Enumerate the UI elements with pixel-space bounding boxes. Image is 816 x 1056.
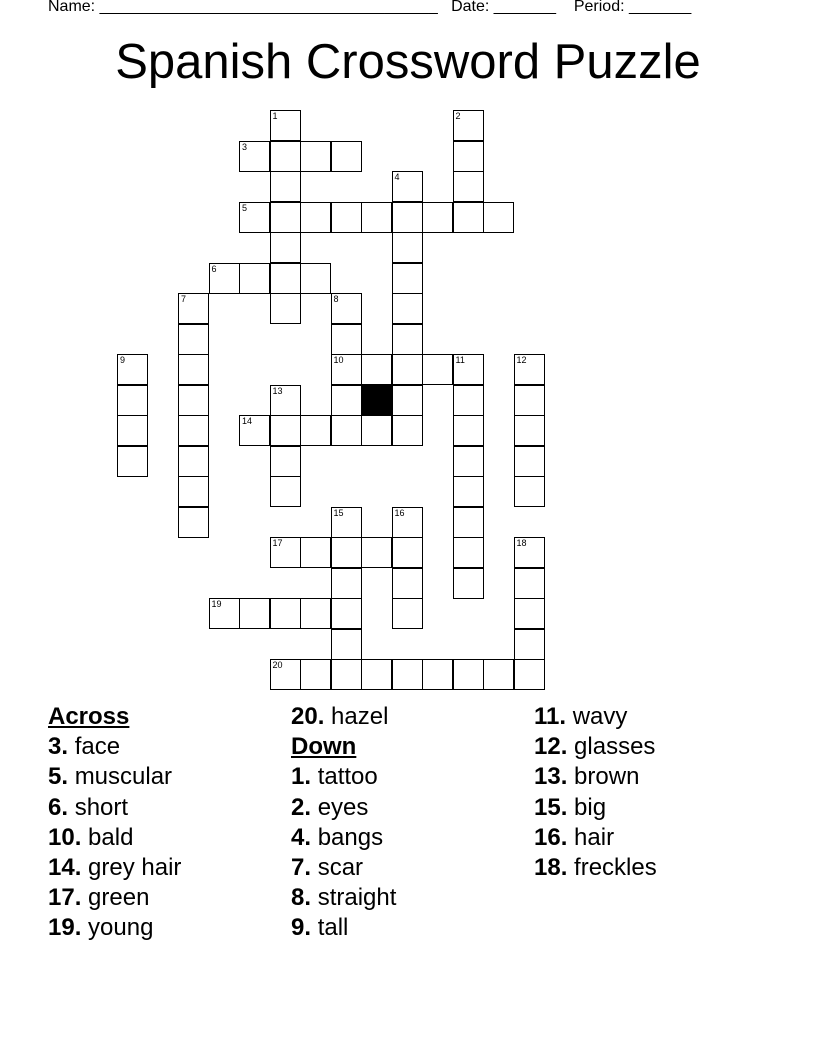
grid-cell[interactable] (514, 537, 545, 568)
grid-cell[interactable] (270, 232, 301, 263)
name-label: Name: (48, 0, 96, 15)
grid-cell[interactable] (209, 598, 240, 629)
grid-cell[interactable] (331, 568, 362, 599)
grid-cell[interactable] (300, 141, 331, 172)
clue-item (534, 702, 794, 732)
clue-item (534, 853, 794, 883)
grid-cell[interactable] (178, 293, 209, 324)
grid-cell[interactable] (331, 598, 362, 629)
cell-number: 12 (516, 355, 527, 365)
clue-text: green (88, 884, 150, 912)
grid-cell[interactable] (239, 202, 270, 233)
clue-text: face (74, 733, 121, 761)
grid-cell[interactable] (453, 507, 484, 538)
clue-item (48, 853, 278, 883)
clue-number: 9. (291, 914, 312, 942)
grid-cell[interactable] (392, 415, 423, 446)
grid-cell[interactable] (453, 171, 484, 202)
grid-cell[interactable] (392, 171, 423, 202)
grid-cell[interactable] (453, 568, 484, 599)
name-blank[interactable]: ______________________________________ (99, 0, 438, 15)
grid-cell[interactable] (392, 293, 423, 324)
clue-text: freckles (574, 854, 657, 882)
cell-number: 8 (333, 294, 339, 304)
cell-number: 3 (242, 141, 248, 152)
clue-item (291, 823, 521, 853)
grid-cell[interactable] (514, 659, 545, 690)
grid-cell[interactable] (209, 263, 240, 294)
grid-cell[interactable] (270, 446, 301, 477)
grid-cell[interactable] (422, 659, 453, 690)
grid-cell[interactable] (270, 171, 301, 202)
cell-number: 1 (272, 111, 278, 121)
clue-item (291, 883, 521, 913)
grid-cell[interactable] (514, 598, 545, 629)
grid-cell[interactable] (361, 537, 392, 568)
clue-column-2 (291, 702, 521, 944)
clue-number: 19. (48, 914, 82, 942)
date-blank[interactable]: _______ (493, 0, 557, 15)
clue-column-1 (48, 702, 278, 944)
grid-cell[interactable] (270, 415, 301, 446)
cell-number: 14 (242, 416, 253, 426)
clue-text: bangs (317, 823, 384, 851)
grid-cell[interactable] (514, 385, 545, 416)
grid-cell[interactable] (331, 202, 362, 233)
grid-cell[interactable] (392, 659, 423, 690)
clue-number: 14. (48, 854, 82, 882)
grid-cell[interactable] (270, 659, 301, 690)
period-blank[interactable]: _______ (629, 0, 692, 15)
grid-cell[interactable] (483, 202, 514, 233)
clue-item (48, 823, 278, 853)
grid-cell[interactable] (361, 354, 392, 385)
grid-cell[interactable] (331, 629, 362, 660)
grid-cell[interactable] (270, 385, 301, 416)
cell-number: 15 (333, 507, 344, 518)
grid-cell[interactable] (453, 354, 484, 385)
clue-number: 17. (48, 884, 82, 912)
grid-cell[interactable] (514, 415, 545, 446)
across-heading: Across (48, 703, 130, 730)
date-label: Date: (451, 0, 490, 15)
grid-cell[interactable] (514, 446, 545, 477)
grid-cell[interactable] (178, 354, 209, 385)
clue-text: hair (574, 823, 615, 851)
grid-cell[interactable] (514, 629, 545, 660)
clue-text: bald (88, 823, 134, 851)
grid-cell[interactable] (453, 659, 484, 690)
clue-number: 2. (291, 793, 312, 821)
clue-number: 18. (534, 854, 568, 882)
grid-cell[interactable] (392, 202, 423, 233)
grid-cell[interactable] (270, 293, 301, 324)
grid-cell[interactable] (453, 202, 484, 233)
cell-number: 5 (242, 202, 248, 213)
clue-number: 10. (48, 823, 82, 851)
clue-item (291, 913, 521, 943)
grid-cell[interactable] (331, 507, 362, 538)
grid-cell[interactable] (300, 537, 331, 568)
grid-cell[interactable] (392, 507, 423, 538)
grid-cell[interactable] (300, 598, 331, 629)
clue-item (48, 913, 278, 943)
grid-cell[interactable] (453, 415, 484, 446)
clue-text: wavy (572, 703, 628, 730)
page-title: Spanish Crossword Puzzle (115, 35, 701, 89)
clue-number: 11. (534, 703, 567, 730)
clue-column-3 (534, 702, 794, 883)
clue-text: tall (317, 914, 349, 942)
grid-cell[interactable] (392, 385, 423, 416)
cell-number: 9 (120, 355, 126, 365)
down-heading: Down (291, 733, 357, 761)
clue-number: 8. (291, 884, 312, 912)
grid-cell[interactable] (331, 293, 362, 324)
clue-item (534, 732, 794, 762)
grid-cell[interactable] (392, 232, 423, 263)
grid-cell[interactable] (270, 537, 301, 568)
grid-cell[interactable] (453, 110, 484, 141)
clue-item (534, 823, 794, 853)
grid-cell[interactable] (514, 476, 545, 507)
grid-cell[interactable] (514, 354, 545, 385)
grid-cell[interactable] (270, 141, 301, 172)
cell-number: 7 (181, 294, 187, 304)
clue-number: 16. (534, 823, 568, 851)
grid-cell[interactable] (361, 202, 392, 233)
cell-number: 13 (272, 385, 283, 396)
grid-cell[interactable] (117, 354, 148, 385)
grid-cell[interactable] (270, 263, 301, 294)
grid-cell[interactable] (361, 415, 392, 446)
cell-number: 11 (455, 355, 465, 365)
clue-item (291, 762, 521, 792)
grid-cell[interactable] (117, 446, 148, 477)
grid-cell[interactable] (270, 476, 301, 507)
grid-cell[interactable] (270, 202, 301, 233)
grid-cell[interactable] (453, 537, 484, 568)
clue-item (534, 762, 794, 792)
clue-text: straight (317, 884, 397, 912)
clue-text: hazel (331, 703, 389, 730)
grid-cell[interactable] (117, 415, 148, 446)
clue-number: 7. (291, 854, 312, 882)
grid-cell[interactable] (300, 263, 331, 294)
grid-cell[interactable] (331, 324, 362, 355)
clue-number: 12. (534, 733, 568, 761)
grid-cell[interactable] (270, 110, 301, 141)
clue-number: 4. (291, 823, 312, 851)
clue-item (48, 793, 278, 823)
clue-number: 6. (48, 793, 69, 821)
clue-text: short (74, 793, 129, 821)
clue-text: scar (317, 854, 364, 882)
grid-cell[interactable] (331, 659, 362, 690)
grid-cell[interactable] (178, 446, 209, 477)
grid-cell[interactable] (453, 446, 484, 477)
clue-text: muscular (74, 763, 173, 791)
cell-number: 6 (211, 263, 217, 274)
grid-cell[interactable] (178, 415, 209, 446)
clue-number: 5. (48, 763, 69, 791)
clue-text: glasses (574, 733, 656, 761)
grid-cell[interactable] (300, 415, 331, 446)
grid-cell[interactable] (483, 659, 514, 690)
clue-item (48, 762, 278, 792)
grid-cell[interactable] (178, 476, 209, 507)
grid-cell[interactable] (331, 354, 362, 385)
clue-item (291, 793, 521, 823)
cell-number: 4 (394, 172, 400, 182)
cell-number: 16 (394, 507, 405, 518)
clue-text: big (574, 793, 607, 821)
clue-item (48, 732, 278, 762)
cell-number: 10 (333, 355, 344, 365)
grid-cell[interactable] (300, 659, 331, 690)
grid-cell[interactable] (453, 141, 484, 172)
cell-number: 19 (211, 599, 222, 609)
grid-cell[interactable] (239, 598, 270, 629)
grid-cell[interactable] (331, 415, 362, 446)
cell-number: 20 (272, 660, 283, 670)
grid-cell[interactable] (239, 141, 270, 172)
grid-cell[interactable] (392, 324, 423, 355)
grid-cell[interactable] (392, 568, 423, 599)
blocked-cell (361, 385, 392, 416)
grid-cell[interactable] (331, 385, 362, 416)
clue-number: 15. (534, 793, 568, 821)
grid-cell[interactable] (453, 385, 484, 416)
clue-text: brown (574, 763, 640, 791)
clue-number: 13. (534, 763, 568, 791)
clue-text: young (88, 914, 154, 942)
clue-number: 3. (48, 733, 69, 761)
grid-cell[interactable] (178, 324, 209, 355)
clue-item (291, 853, 521, 883)
grid-cell[interactable] (117, 385, 148, 416)
period-label: Period: (573, 0, 625, 15)
grid-cell[interactable] (453, 476, 484, 507)
grid-cell[interactable] (270, 598, 301, 629)
grid-cell[interactable] (239, 263, 270, 294)
cell-number: 17 (272, 538, 283, 548)
clue-item (291, 702, 521, 732)
clue-item (534, 793, 794, 823)
grid-cell[interactable] (331, 537, 362, 568)
grid-cell[interactable] (392, 598, 423, 629)
grid-cell[interactable] (422, 202, 453, 233)
grid-cell[interactable] (239, 415, 270, 446)
cell-number: 2 (455, 111, 461, 121)
grid-cell[interactable] (178, 385, 209, 416)
grid-cell[interactable] (392, 354, 423, 385)
grid-cell[interactable] (392, 263, 423, 294)
clue-text: eyes (317, 793, 369, 821)
clue-item (48, 883, 278, 913)
grid-cell[interactable] (514, 568, 545, 599)
clue-text: tattoo (317, 763, 378, 791)
grid-cell[interactable] (331, 141, 362, 172)
clue-number: 20. (291, 703, 325, 730)
clue-text: grey hair (88, 854, 182, 882)
grid-cell[interactable] (300, 202, 331, 233)
grid-cell[interactable] (422, 354, 453, 385)
cell-number: 18 (516, 538, 527, 548)
clue-number: 1. (291, 763, 312, 791)
grid-cell[interactable] (178, 507, 209, 538)
grid-cell[interactable] (361, 659, 392, 690)
grid-cell[interactable] (392, 537, 423, 568)
